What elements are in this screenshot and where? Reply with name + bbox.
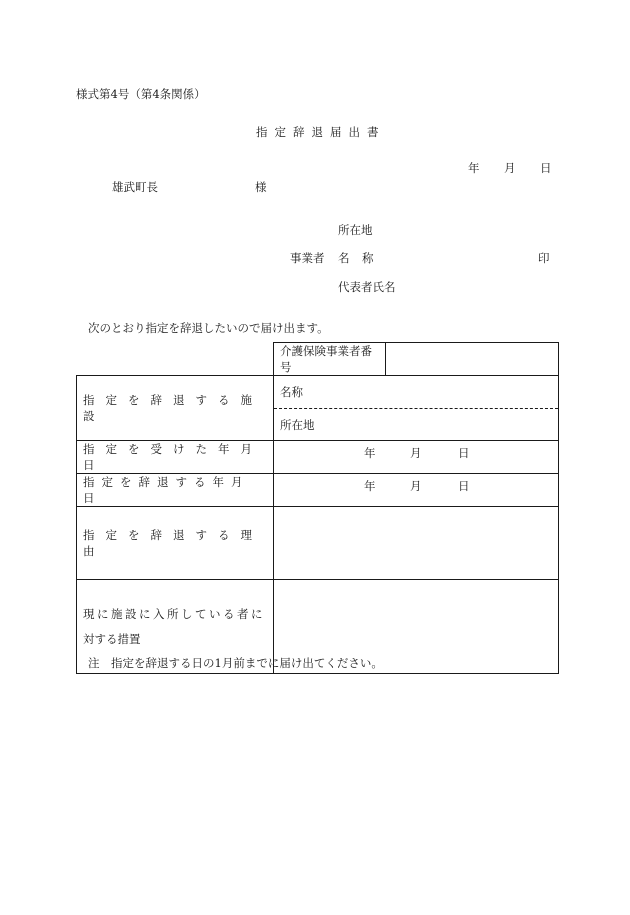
withdrawal-form-table — [76, 342, 559, 674]
reason-label: 指定を辞退する理由 — [83, 528, 263, 558]
care-number-label: 介護保険事業者番号 — [280, 344, 372, 374]
care-number-input[interactable] — [386, 343, 559, 376]
date-month: 月 — [504, 161, 516, 175]
received-day: 日 — [458, 446, 470, 460]
withdraw-date-input[interactable] — [274, 474, 559, 507]
representative-label: 代表者氏名 — [338, 280, 396, 294]
date-day: 日 — [540, 161, 552, 175]
withdraw-date-label: 指定を辞退する年月日 — [83, 475, 250, 505]
form-number: 様式第4号（第4条関係） — [76, 87, 206, 101]
received-year: 年 — [364, 446, 376, 460]
page-title: 指定辞退届出書 — [256, 125, 386, 139]
facility-name-row[interactable] — [274, 376, 558, 408]
intro-text: 次のとおり指定を辞退したいので届け出ます。 — [88, 321, 329, 335]
applicant-name-label-1: 名 — [338, 251, 350, 265]
facility-address-row[interactable] — [274, 408, 558, 440]
withdraw-year: 年 — [364, 479, 376, 493]
withdraw-date-label-cell — [77, 474, 274, 507]
footnote: 注 指定を辞退する日の1月前までに届け出てください。 — [88, 656, 383, 670]
facility-address-label: 所在地 — [280, 417, 315, 432]
withdraw-day: 日 — [458, 479, 470, 493]
applicant-address-label: 所在地 — [338, 223, 373, 237]
measures-label-line-1: 現に施設に入所している者に — [83, 606, 265, 621]
received-month: 月 — [410, 446, 422, 460]
reason-input[interactable] — [274, 507, 559, 580]
facility-detail-cell — [274, 376, 559, 441]
date-year: 年 — [468, 161, 480, 175]
facility-label-text: 指定を辞退する施設 — [83, 393, 263, 423]
received-date-label-cell — [77, 441, 274, 474]
seal-mark: 印 — [538, 251, 550, 265]
received-date-label: 指定を受けた年月日 — [83, 442, 263, 472]
measures-label-line-2: 対する措置 — [83, 631, 141, 646]
withdraw-month: 月 — [410, 479, 422, 493]
applicant-group-label: 事業者 — [290, 251, 325, 265]
facility-label — [83, 392, 267, 424]
addressee-name: 雄武町長 — [112, 180, 158, 194]
facility-name-label: 名称 — [280, 385, 303, 399]
care-number-label-cell — [274, 343, 386, 376]
blank-corner-cell — [77, 343, 274, 376]
reason-label-cell — [77, 507, 274, 580]
addressee-honorific: 様 — [255, 180, 267, 194]
facility-label-cell — [77, 376, 274, 441]
received-date-input[interactable] — [274, 441, 559, 474]
applicant-name-label-2: 称 — [362, 251, 374, 265]
